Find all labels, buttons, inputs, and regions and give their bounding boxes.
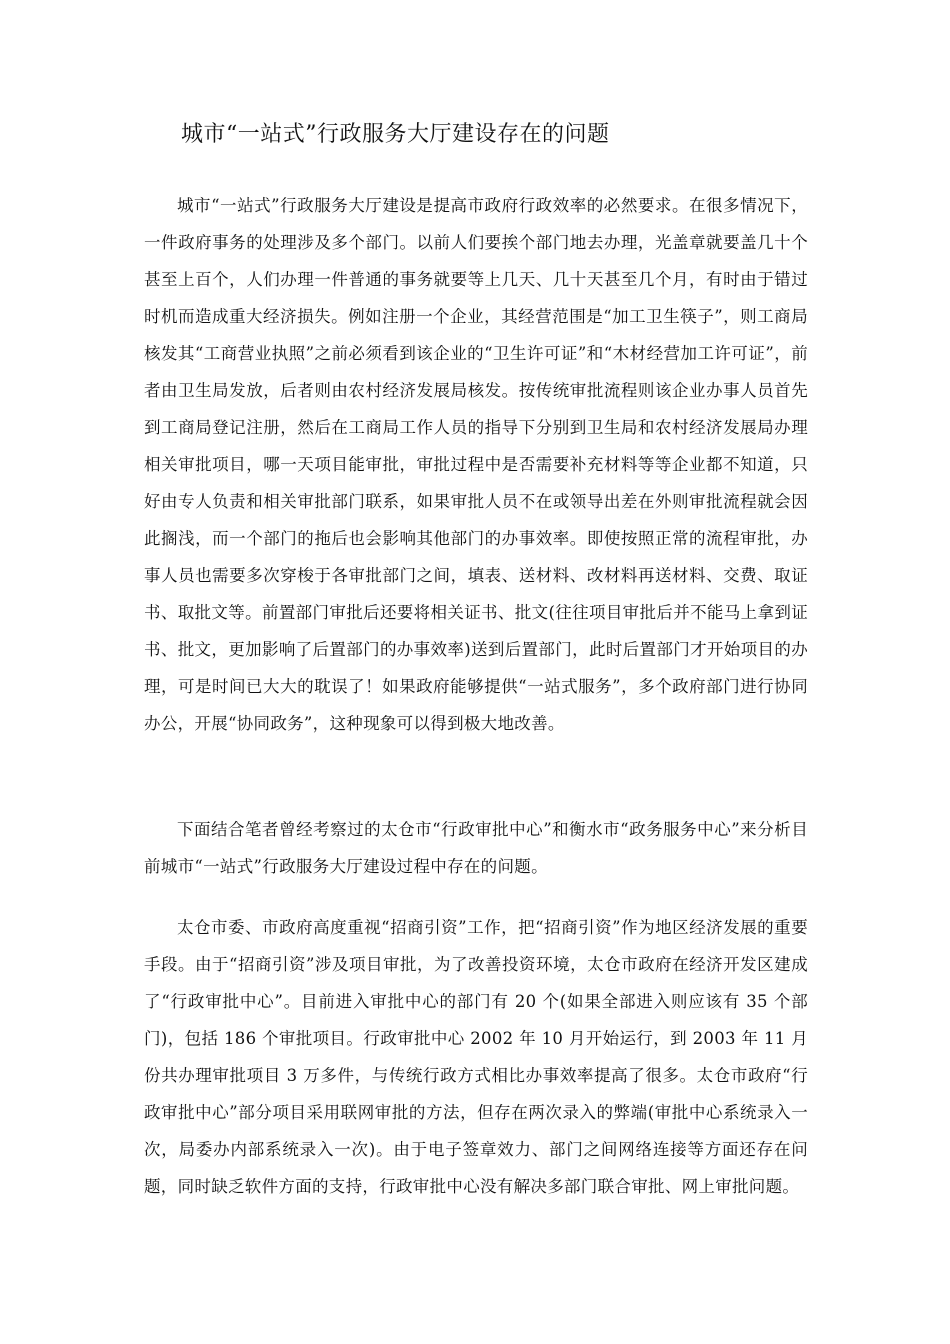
paragraph-taicang: 太仓市委、市政府高度重视“招商引资”工作，把“招商引资”作为地区经济发展的重要手段。由于“招商引资”涉及项目审批，为了改善投资环境，太仓市政府在经济开发区建成了“行政审批中心”。目前进入审批中心的部门有 20 个(如果全部进入则应该有 35 个部门)，包括 186 个审批项目。行政审批中心 2002 年 10 月开始运行，到 2003 年 11 月份共办理审批项目 3 万多件，与传统行政方式相比办事效率提高了很多。太仓市政府“行政审批中心”部分项目采用联网审批的方法，但存在两次录入的弊端(审批中心系统录入一次，局委办内部系统录入一次)。由于电子签章效力、部门之间网络连接等方面还存在问题，同时缺乏软件方面的支持，行政审批中心没有解决多部门联合审批、网上审批问题。	[144, 918, 808, 1196]
document-title: 城市“一站式”行政服务大厅建设存在的问题	[181, 122, 610, 147]
paragraph-intro: 城市“一站式”行政服务大厅建设是提高市政府行政效率的必然要求。在很多情况下，一件政府事务的处理涉及多个部门。以前人们要挨个部门地去办理，光盖章就要盖几十个甚至上百个，人们办理一件普通的事务就要等上几天、几十天甚至几个月，有时由于错过时机而造成重大经济损失。例如注册一个企业，其经营范围是“加工卫生筷子”，则工商局核发其“工商营业执照”之前必须看到该企业的“卫生许可证”和“木材经营加工许可证”，前者由卫生局发放，后者则由农村经济发展局核发。按传统审批流程则该企业办事人员首先到工商局登记注册，然后在工商局工作人员的指导下分别到卫生局和农村经济发展局办理相关审批项目，哪一天项目能审批，审批过程中是否需要补充材料等等企业都不知道，只好由专人负责和相关审批部门联系，如果审批人员不在或领导出差在外则审批流程就会因此搁浅，而一个部门的拖后也会影响其他部门的办事效率。即使按照正常的流程审批，办事人员也需要多次穿梭于各审批部门之间，填表、送材料、改材料再送材料、交费、取证书、取批文等。前置部门审批后还要将相关证书、批文(往往项目审批后并不能马上拿到证书、批文，更加影响了后置部门的办事效率)送到后置部门，此时后置部门才开始项目的办理，可是时间已大大的耽误了！如果政府能够提供“一站式服务”，多个政府部门进行协同办公，开展“协同政务”，这种现象可以得到极大地改善。	[144, 196, 808, 733]
paragraph-transition: 下面结合笔者曾经考察过的太仓市“行政审批中心”和衡水市“政务服务中心”来分析目前城市“一站式”行政服务大厅建设过程中存在的问题。	[144, 820, 808, 876]
